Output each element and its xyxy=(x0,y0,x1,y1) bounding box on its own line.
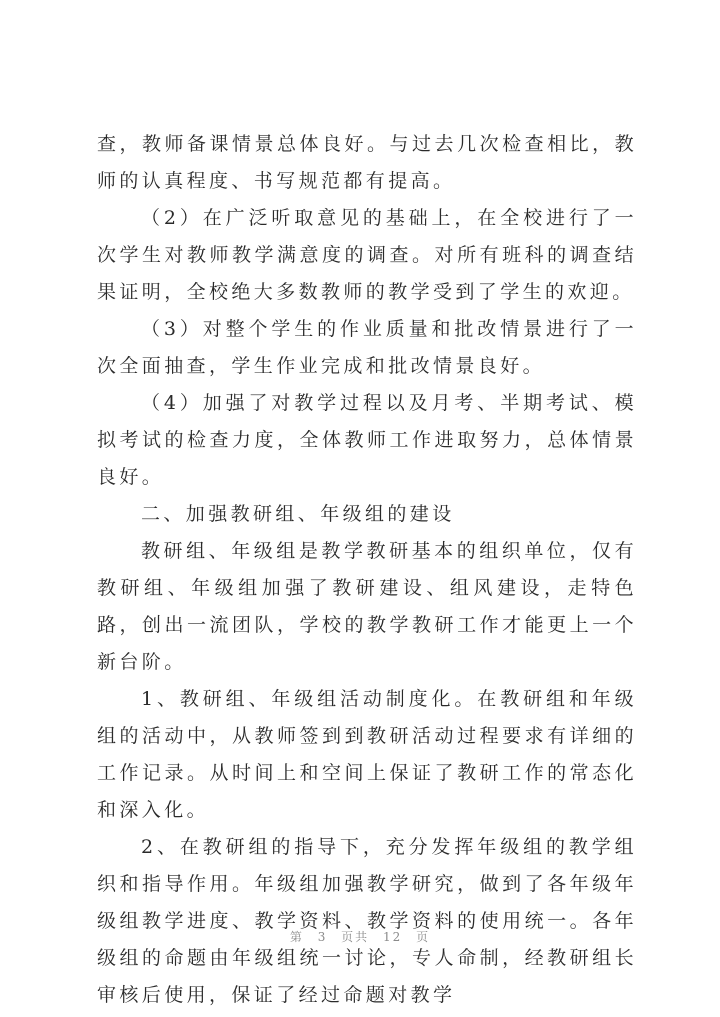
total-pages-number: 12 xyxy=(383,930,403,944)
section-heading: 二、加强教研组、年级组的建设 xyxy=(141,503,455,525)
document-body xyxy=(97,126,637,1014)
page-number-footer xyxy=(0,928,720,945)
footer-prefix: 第 xyxy=(289,930,304,944)
paragraph-intro: 教研组、年级组是教学教研基本的组织单位，仅有教研组、年级组加强了教研建设、组风建设，走特色路，创出一流团队，学校的教学教研工作才能更上一个新台阶。 xyxy=(97,540,637,673)
paragraph-item-3: （3）对整个学生的作业质量和批改情景进行了一次全面抽查，学生作业完成和批改情景良好。 xyxy=(97,318,637,377)
footer-suffix: 页 xyxy=(416,930,431,944)
paragraph-item-4: （4）加强了对教学过程以及月考、半期考试、模拟考试的检查力度，全体教师工作进取努力，总体情景良好。 xyxy=(97,392,637,488)
current-page-number: 3 xyxy=(317,930,328,944)
paragraph-point-2: 2、在教研组的指导下，充分发挥年级组的教学组织和指导作用。年级组加强教学研究，做到了各年级年级组教学进度、教学资料、教学资料的使用统一。各年级组的命题由年级组统一讨论，专人命制，经教研组长审核后使用，保证了经过命题对教学 xyxy=(97,836,637,1006)
footer-middle: 页共 xyxy=(341,930,370,944)
paragraph-point-1: 1、教研组、年级组活动制度化。在教研组和年级组的活动中，从教师签到到教研活动过程要求有详细的工作记录。从时间上和空间上保证了教研工作的常态化和深入化。 xyxy=(97,688,637,821)
paragraph-continuation: 查，教师备课情景总体良好。与过去几次检查相比，教师的认真程度、书写规范都有提高。 xyxy=(97,133,637,192)
paragraph-item-2: （2）在广泛听取意见的基础上，在全校进行了一次学生对教师教学满意度的调查。对所有班科的调查结果证明，全校绝大多数教师的教学受到了学生的欢迎。 xyxy=(97,207,637,303)
